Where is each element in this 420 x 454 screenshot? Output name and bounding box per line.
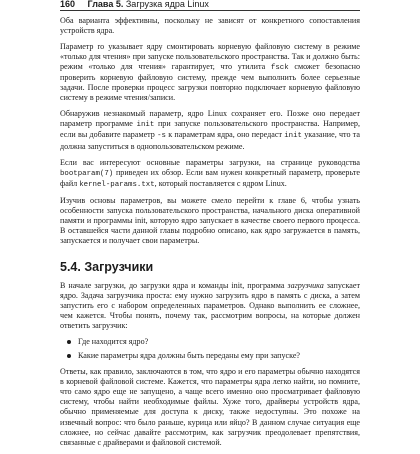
page-header <box>60 0 360 11</box>
inline-code: init <box>136 121 155 130</box>
text-run: Обнаружив незнакомый параметр, ядро Linux сохраняет его. Позже оно передает параметр программе <box>60 109 360 129</box>
paragraph: Оба варианта эффективны, поскольку не зависят от конкретного сопоставления устройств ядра. <box>60 16 360 36</box>
page-body <box>60 16 360 454</box>
list-item: Где находится ядро? <box>60 337 360 347</box>
text-run: при запуске пользовательского пространства. Например, если вы добавите параметр <box>60 119 360 140</box>
text-run: Параметр ro указывает ядру смонтировать корневую файловую систему в режиме «только для чтения» при запуске пользовательского пространства. Так и должно быть: режим «только для чтения» гарантирует, что утилита <box>60 42 360 72</box>
paragraph: Изучив основы параметров, вы можете смело перейти к главе 6, чтобы узнать особенности запуска пользовательского пространства, начального диска оперативной памяти и программы init, которую ядро запускает в качестве своего первого процесса. В оставшейся части данной главы подробно описано, как ядро загружается в память, запускается и получает свои параметры. <box>60 195 360 245</box>
paragraph: Ответы, как правило, заключаются в том, что ядро и его параметры обычно находятся в корневой файловой системе. Кажется, что параметры ядра легко найти, но помните, что само ядро еще не запущено, а чаще всего именно оно просматривает файловую систему, чтобы найти необходимые файлы. Хуже того, драйверы устройств ядра, обычно применяемые для доступа к диску, также недоступны. Это похоже на извечный вопрос: что было раньше, курица или яйцо? В данном случае ситуация еще сложнее, но сейчас давайте рассмотрим, как загрузчик преодолевает препятствия, связанные с драйверами и файловой системой. <box>60 367 360 447</box>
text-run: к параметрам ядра, оно передаст <box>165 130 285 140</box>
emphasis: загрузчика <box>287 280 324 290</box>
paragraph <box>60 109 360 151</box>
inline-code: kernel-params.txt <box>79 180 155 189</box>
list-item: Какие параметры ядра должны быть переданы ему при запуске? <box>60 351 360 361</box>
paragraph <box>60 42 360 103</box>
inline-code: init <box>284 132 302 141</box>
text-run: В начале загрузки, до загрузки ядра и команды init, программа <box>60 280 288 290</box>
text-run: приведен их обзор. Если вам нужен конкретный параметр, проверьте файл <box>60 167 360 188</box>
inline-code: bootparam(7) <box>60 169 114 178</box>
chapter-title: Загрузка ядра Linux <box>125 0 209 9</box>
text-run: , который поставляется с ядром Linux. <box>154 178 287 188</box>
inline-code: fsck <box>270 64 289 73</box>
text-run: Если вас интересуют основные параметры загрузки, на странице руководства <box>60 157 360 167</box>
paragraph <box>60 281 360 331</box>
inline-code: -s <box>157 132 166 141</box>
bullet-list <box>60 337 360 361</box>
section-heading: 5.4. Загрузчики <box>60 259 154 274</box>
text-run: сможет безопасно проверить корневую файловую систему, прежде чем выполнить более серьезные задачи. После проверки процесс загрузки повторно подключает корневую файловую систему в режиме чтения/записи. <box>60 62 360 103</box>
text-run: указание, что та должна запуститься в однопользовательском режиме. <box>60 130 360 151</box>
chapter-label: Глава 5. <box>87 0 124 9</box>
page-number: 160 <box>60 0 76 9</box>
paragraph <box>60 158 360 190</box>
text-run: запускает ядро. Задача загрузчика проста: ему нужно загрузить ядро в память с диска, а затем запустить его с набором определенных параметров. Однако выполнить ее сложнее, чем кажется. Чтобы понять, почему так, рассмотрим вопросы, на которые должен ответить загрузчик: <box>60 280 360 331</box>
